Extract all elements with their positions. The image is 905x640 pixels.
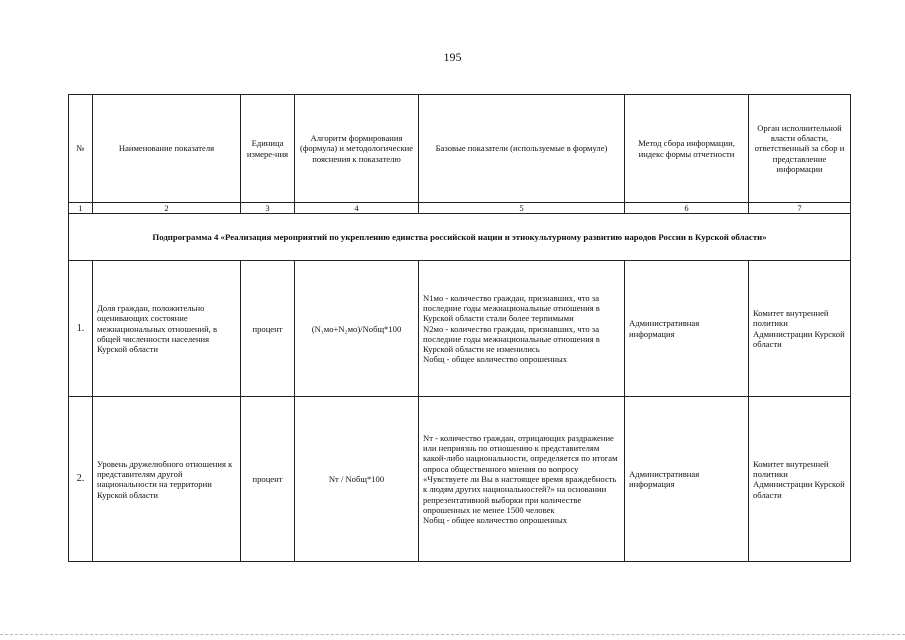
column-number: 7 [749,203,851,214]
indicator-formula: (N₁мо+N₂мо)/Nобщ*100 [295,261,419,397]
table-row [69,261,851,397]
scan-edge-rule [0,634,905,635]
column-number: 3 [241,203,295,214]
header-collection-method: Метод сбора информации, индекс формы отчетности [625,95,749,203]
indicator-unit: процент [241,261,295,397]
header-algorithm: Алгоритм формирования (формула) и методологические пояснения к показателю [295,95,419,203]
column-number: 5 [419,203,625,214]
responsible-authority: Комитет внутренней политики Администрации Курской области [749,261,851,397]
subprogram-row [69,214,851,261]
responsible-authority: Комитет внутренней политики Администрации Курской области [749,397,851,562]
base-indicator-line: N2мо - количество граждан, признавших, что за последние годы межнациональные отношения в Курской области не изменились [423,323,600,355]
column-number: 2 [93,203,241,214]
indicator-formula: Nт / Nобщ*100 [295,397,419,562]
indicator-name: Уровень дружелюбного отношения к представителям другой национальности на территории Курской области [93,397,241,562]
column-numbers-row [69,203,851,214]
base-indicator-line: Nобщ - общее количество опрошенных [423,515,568,526]
table-header-row [69,95,851,203]
collection-method: Административная информация [625,397,749,562]
header-unit: Единица измере-ния [241,95,295,203]
base-indicator-line: Nт - количество граждан, отрицающих раздражение или неприязнь по отношению к представителям какой-либо национальности, определяется по итогам опроса общественного мнения по вопросу «Чувствуете ли Вы в настоящее время враждебность к людям других национальностей?» на основании репрезентативной выборки при количестве опрошенных не менее 1500 человек [423,432,618,515]
column-number: 6 [625,203,749,214]
indicator-unit: процент [241,397,295,562]
page-number: 195 [443,50,462,64]
column-number: 1 [69,203,93,214]
column-number: 4 [295,203,419,214]
base-indicator-line: Nобщ - общее количество опрошенных [423,354,568,365]
collection-method: Административная информация [625,261,749,397]
table-row [69,397,851,562]
header-indicator-name: Наименование показателя [93,95,241,203]
subprogram-title: Подпрограмма 4 «Реализация мероприятий по укреплению единства российской нации и этнокультурному развитию народов России в Курской области» [69,214,851,261]
header-authority: Орган исполнительной власти области, ответственный за сбор и представление информации [749,95,851,203]
header-number: № [69,95,93,203]
row-number: 1. [69,261,93,397]
header-base-indicators: Базовые показатели (используемые в формуле) [419,95,625,203]
base-indicators [419,261,625,397]
base-indicator-line: N1мо - количество граждан, признавших, что за последние годы межнациональные отношения в Курской области стали более терпимыми [423,292,600,324]
indicator-name: Доля граждан, положительно оценивающих состояние межнациональных отношений, в общей численности населения Курской области [93,261,241,397]
row-number: 2. [69,397,93,562]
base-indicators [419,397,625,562]
indicators-table [68,94,851,562]
